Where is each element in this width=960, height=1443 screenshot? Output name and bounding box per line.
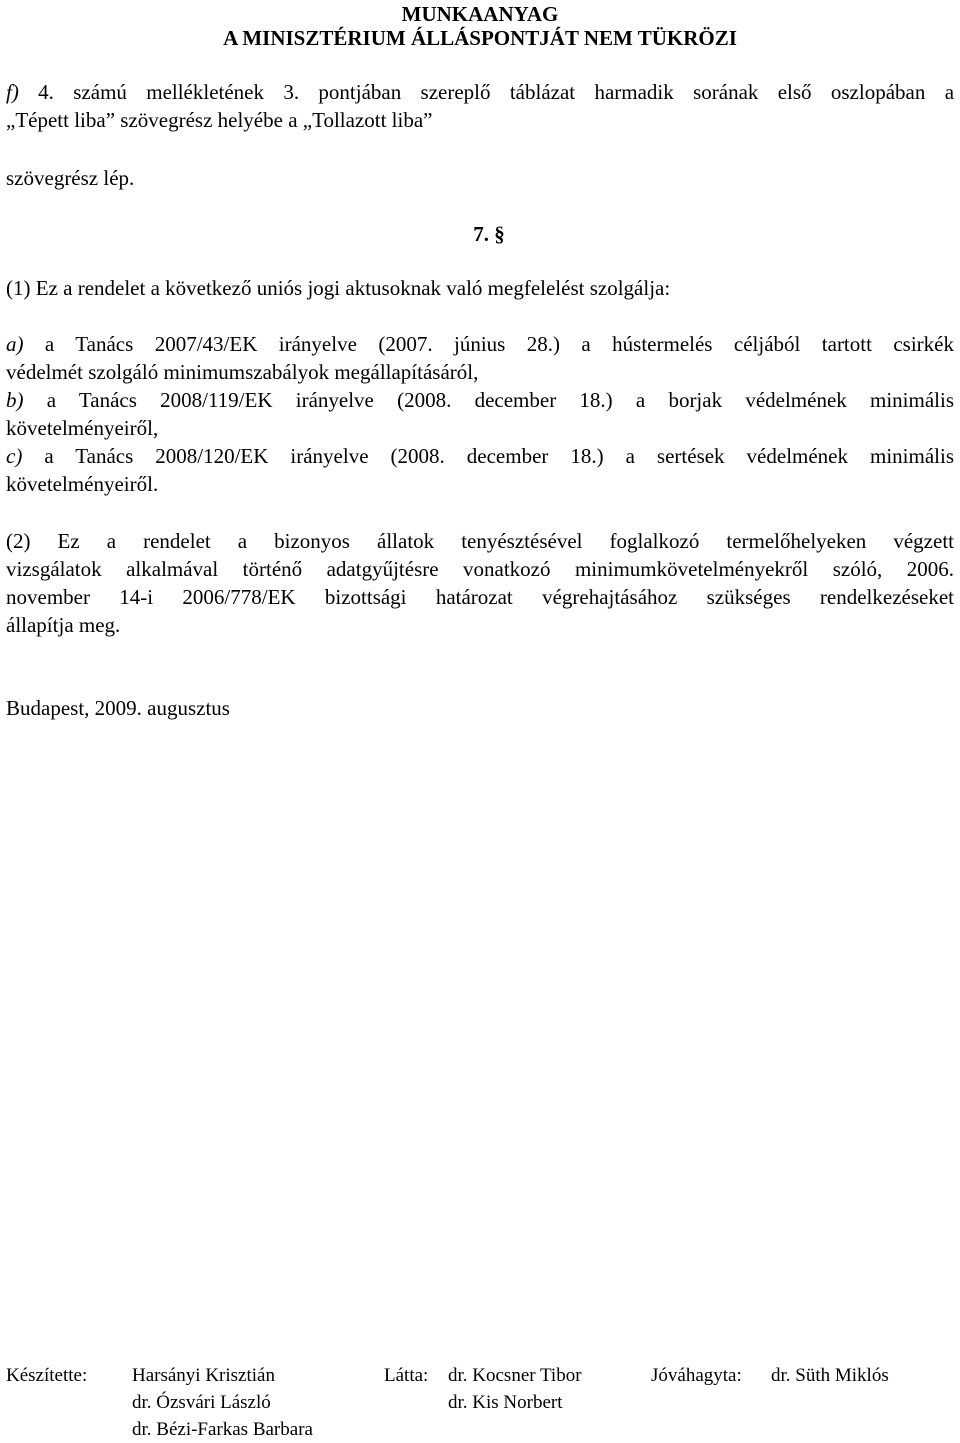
amendment-closing — [6, 164, 954, 192]
footer-row-1 — [6, 1362, 954, 1389]
prepared-by-2: dr. Ózsvári László — [132, 1392, 271, 1413]
signature-footer — [6, 1362, 954, 1443]
para-2 — [6, 527, 954, 639]
list-item-c-line-1: c) a Tanács 2008/120/EK irányelve (2008. december 18.) a sertések védelmének minimális — [6, 444, 955, 468]
amendment-line-3: szövegrész lép. — [6, 166, 135, 190]
footer-row-3 — [6, 1416, 954, 1443]
para-1-list — [6, 330, 954, 498]
prepared-label: Készítette: — [6, 1365, 88, 1386]
list-item-b-line-1: b) a Tanács 2008/119/EK irányelve (2008. december 18.) a borjak védelmének minimális — [6, 388, 954, 412]
approved-by: dr. Süth Miklós — [771, 1365, 889, 1386]
para-1-intro: (1) Ez a rendelet a következő uniós jogi aktusoknak való megfelelést szolgálja: — [6, 276, 671, 300]
draft-header — [0, 2, 960, 50]
header-line-1: MUNKAANYAG — [401, 2, 559, 26]
amendment-line-1: f) 4. számú mellékletének 3. pontjában szereplő táblázat harmadik sorának első oszlopában a — [6, 80, 955, 104]
list-item-c-line-2: követelményeiről. — [6, 472, 159, 496]
list-item-a-label: a) — [6, 332, 24, 356]
amendment-label: f) — [6, 80, 19, 104]
para-2-line-3: november 14-i 2006/778/EK bizottsági határozat végrehajtásához szükséges rendelkezéseket — [6, 585, 954, 609]
header-line-2: A MINISZTÉRIUM ÁLLÁSPONTJÁT NEM TÜKRÖZI — [223, 26, 737, 50]
list-item-b-line-2: követelményeiről, — [6, 416, 159, 440]
para-2-line-2: vizsgálatok alkalmával történő adatgyűjtésre vonatkozó minimumkövetelményekről szóló, 2006. — [6, 557, 954, 581]
list-item-a-line-2: védelmét szolgáló minimumszabályok megállapításáról, — [6, 360, 479, 384]
list-item-b-label: b) — [6, 388, 24, 412]
list-item-a-line-1: a) a Tanács 2007/43/EK irányelve (2007. június 28.) a hústermelés céljából tartott csirkék — [6, 332, 954, 356]
amendment-line-2: „Tépett liba” szövegrész helyébe a „Tollazott liba” — [6, 108, 433, 132]
para-2-line-4: állapítja meg. — [6, 613, 121, 637]
prepared-by-3: dr. Bézi-Farkas Barbara — [132, 1419, 313, 1440]
para-2-line-1: (2) Ez a rendelet a bizonyos állatok tenyésztésével foglalkozó termelőhelyeken végzett — [6, 529, 954, 553]
seen-by-1: dr. Kocsner Tibor — [448, 1365, 582, 1386]
prepared-by-1: Harsányi Krisztián — [132, 1365, 275, 1386]
section-number: 7. § — [473, 222, 505, 246]
seen-label: Látta: — [384, 1365, 429, 1386]
approved-label: Jóváhagyta: — [651, 1365, 742, 1386]
footer-row-2 — [6, 1389, 954, 1416]
place-date: Budapest, 2009. augusztus — [6, 696, 230, 720]
amendment-paragraph — [6, 78, 954, 134]
seen-by-2: dr. Kis Norbert — [448, 1392, 563, 1413]
list-item-c-label: c) — [6, 444, 23, 468]
